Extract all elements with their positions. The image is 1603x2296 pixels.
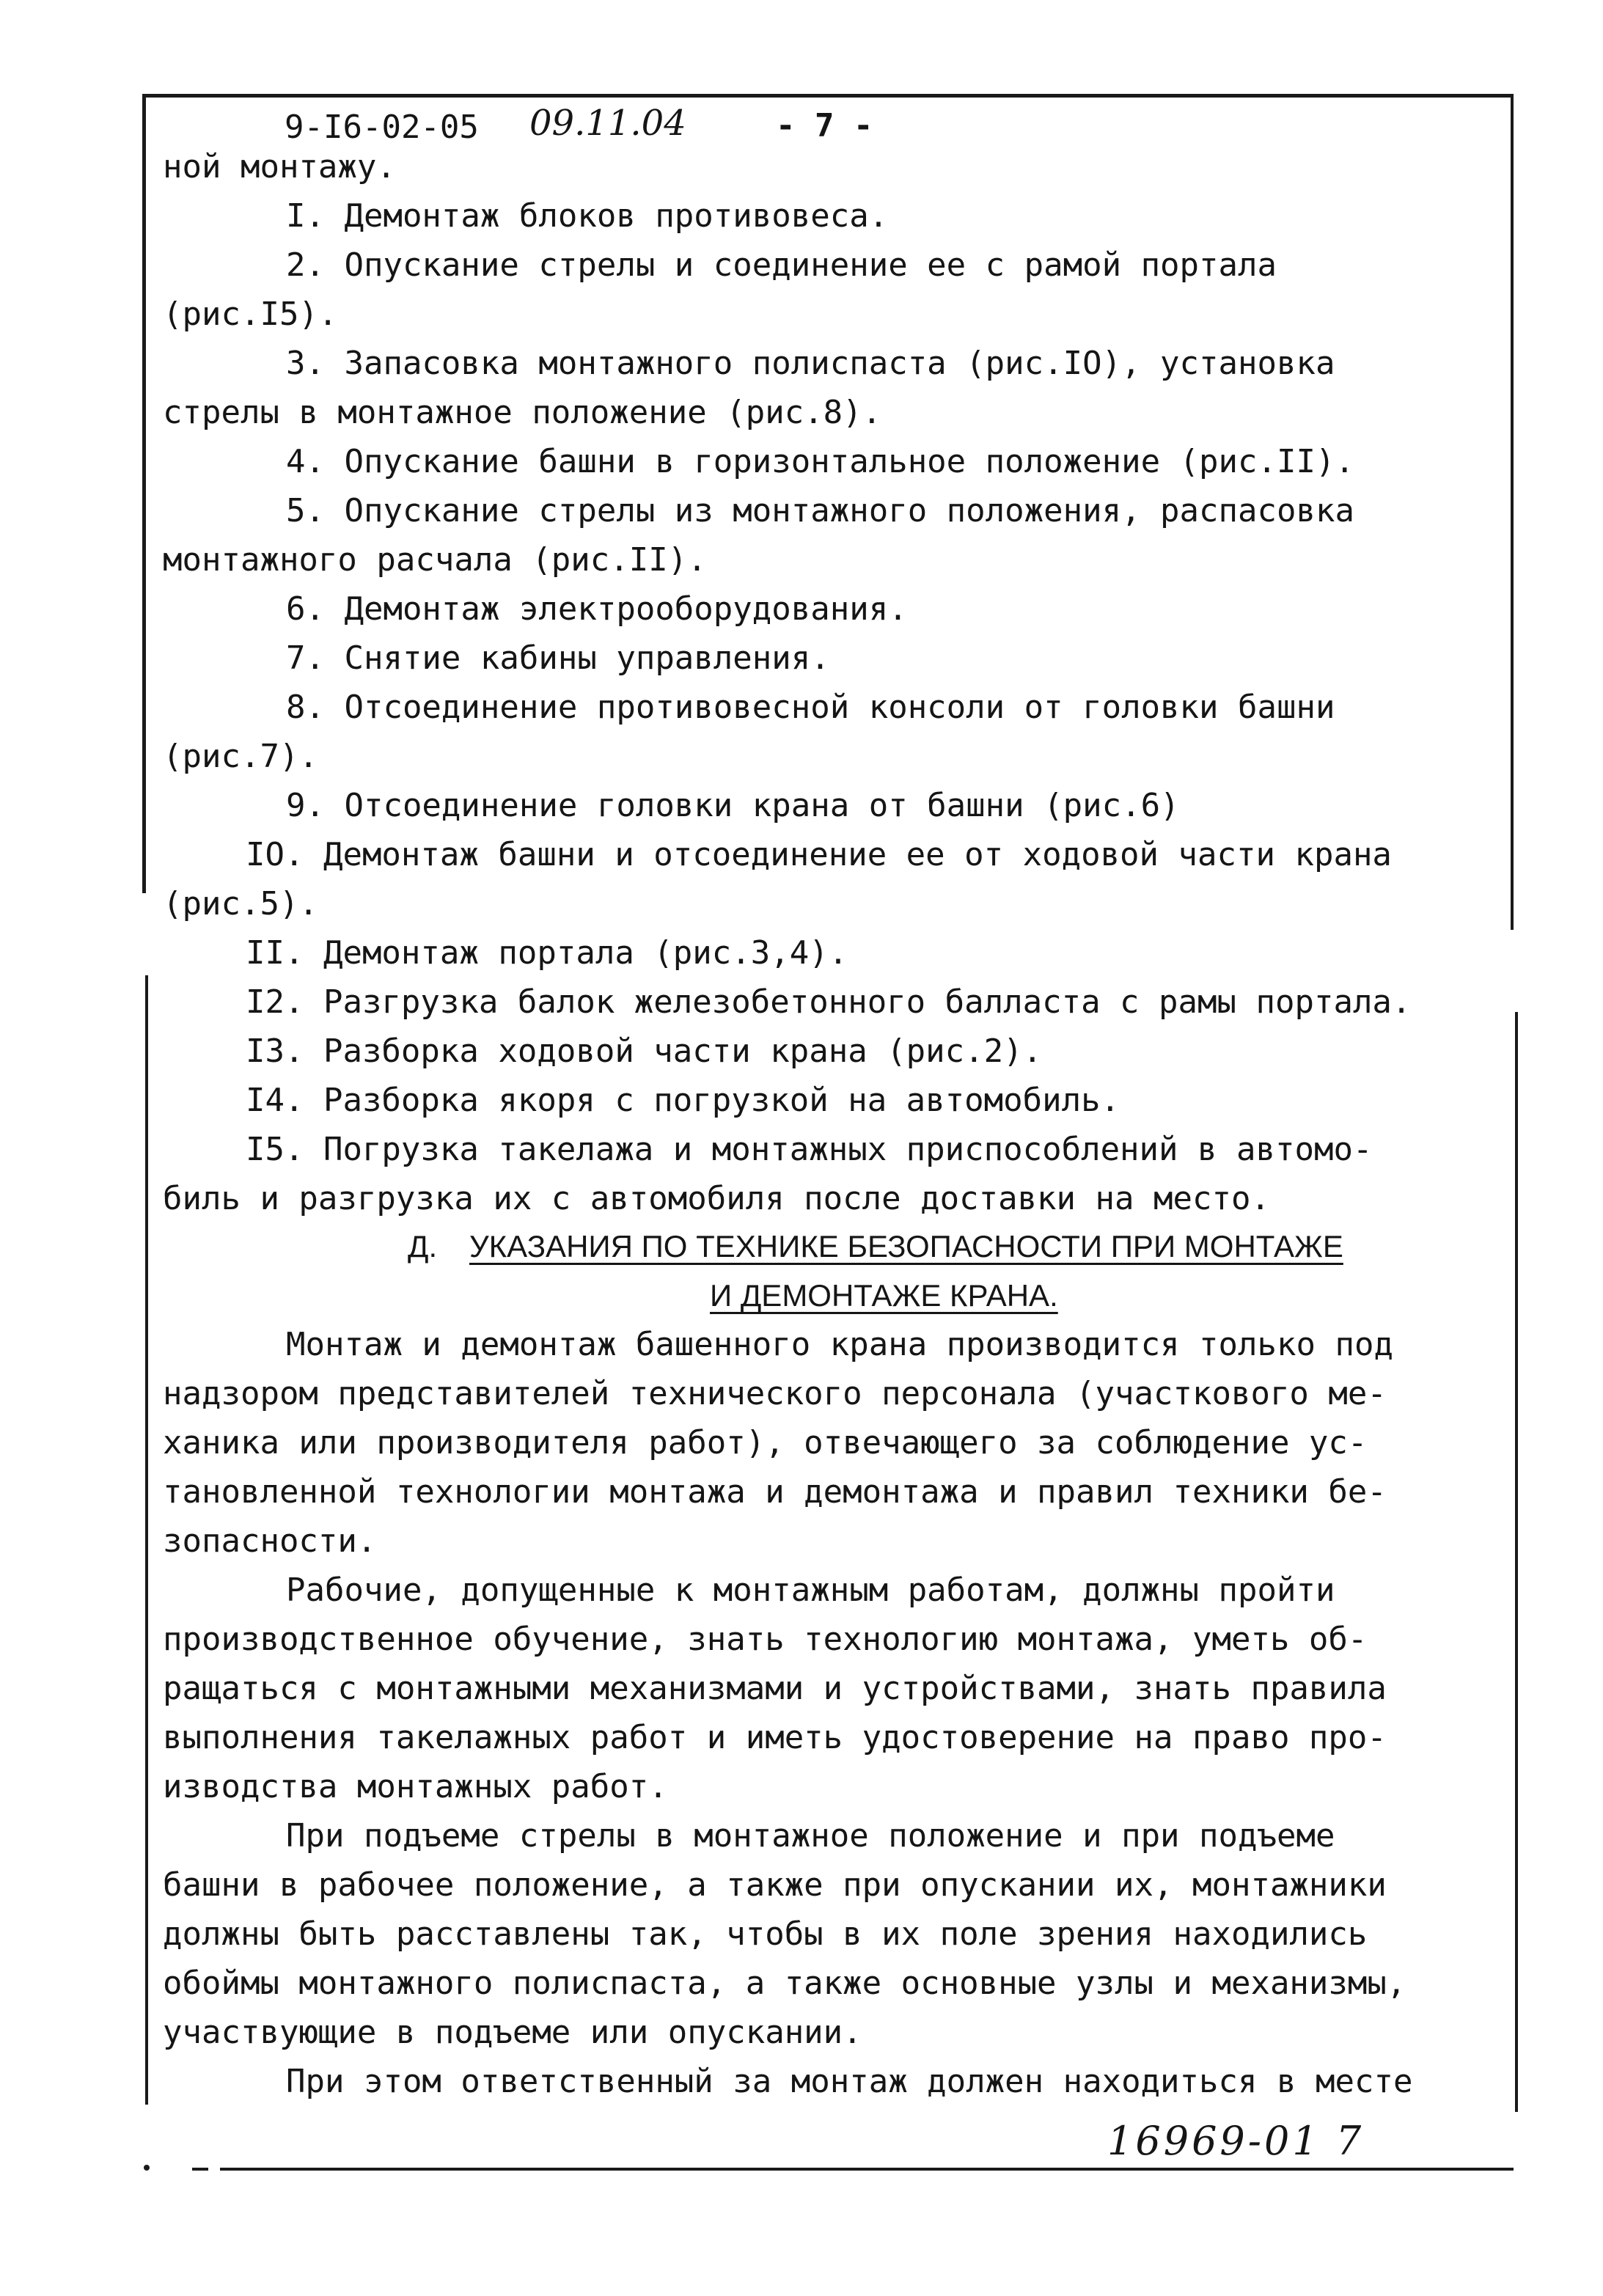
section-title-line1: УКАЗАНИЯ ПО ТЕХНИКЕ БЕЗОПАСНОСТИ ПРИ МОНТАЖЕ <box>469 1229 1343 1263</box>
text-line: монтажного расчала (рис.II). <box>163 541 707 579</box>
text-line: стрелы в монтажное положение (рис.8). <box>163 394 882 431</box>
margin-dash <box>192 2168 208 2171</box>
list-item: 7. Снятие кабины управления. <box>286 639 830 677</box>
frame-bottom-rule <box>220 2168 1514 2171</box>
frame-left-rule <box>142 94 146 893</box>
list-item: 5. Опускание стрелы из монтажного положения, распасовка <box>286 492 1354 529</box>
section-letter: Д. <box>408 1229 438 1263</box>
list-item: I4. Разборка якоря с погрузкой на автомобиль. <box>246 1082 1120 1119</box>
text-line: (рис.I5). <box>163 296 338 333</box>
section-title-line2: И ДЕМОНТАЖЕ КРАНА. <box>710 1278 1058 1313</box>
paragraph-line: обоймы монтажного полиспаста, а также основные узлы и механизмы, <box>163 1965 1406 2002</box>
list-item: I. Демонтаж блоков противовеса. <box>286 197 889 235</box>
paragraph-line: Монтаж и демонтаж башенного крана производится только под <box>286 1326 1393 1363</box>
paragraph-line: производственное обучение, знать технологию монтажа, уметь об- <box>163 1621 1368 1658</box>
list-item: 4. Опускание башни в горизонтальное положение (рис.II). <box>286 443 1354 480</box>
page-number: - 7 - <box>776 107 873 144</box>
text-line: (рис.7). <box>163 738 318 775</box>
paragraph-line: При этом ответственный за монтаж должен находиться в месте <box>286 2063 1413 2100</box>
text-line: ной монтажу. <box>163 148 396 186</box>
list-item: I3. Разборка ходовой части крана (рис.2). <box>246 1033 1043 1070</box>
list-item: 9. Отсоединение головки крана от башни (рис.6) <box>286 787 1180 824</box>
document-code: 9-I6-02-05 <box>285 109 479 146</box>
list-item: 3. Запасовка монтажного полиспаста (рис.IO), установка <box>286 345 1335 382</box>
paragraph-line: Рабочие, допущенные к монтажным работам, должны пройти <box>286 1571 1335 1609</box>
paragraph-line: выполнения такелажных работ и иметь удостоверение на право про- <box>163 1719 1387 1756</box>
margin-dot <box>144 2165 150 2171</box>
section-title-line1-wrap <box>469 1229 1343 1264</box>
paragraph-line: изводства монтажных работ. <box>163 1768 668 1805</box>
section-title-line2-wrap <box>710 1278 1058 1313</box>
handwritten-date: 09.11.04 <box>529 103 686 144</box>
handwritten-sheet-number: 16969-01 7 <box>1107 2118 1365 2164</box>
list-item: IO. Демонтаж башни и отсоединение ее от ходовой части крана <box>246 836 1392 873</box>
paragraph-line: При подъеме стрелы в монтажное положение и при подъеме <box>286 1817 1335 1855</box>
list-item: 8. Отсоединение противовесной консоли от головки башни <box>286 689 1335 726</box>
text-line: биль и разгрузка их с автомобиля после доставки на место. <box>163 1180 1270 1217</box>
text-line: (рис.5). <box>163 885 318 923</box>
list-item: I5. Погрузка такелажа и монтажных приспособлений в автомо- <box>246 1131 1373 1168</box>
list-item: 6. Демонтаж электрооборудования. <box>286 590 908 628</box>
paragraph-line: тановленной технологии монтажа и демонтажа и правил техники бе- <box>163 1473 1387 1511</box>
frame-top-rule <box>142 94 1514 98</box>
paragraph-line: башни в рабочее положение, а также при опускании их, монтажники <box>163 1866 1387 1904</box>
paragraph-line: ханика или производителя работ), отвечающего за соблюдение ус- <box>163 1424 1368 1461</box>
paragraph-line: участвующие в подъеме или опускании. <box>163 2014 862 2051</box>
list-item: II. Демонтаж портала (рис.3,4). <box>246 934 848 972</box>
paragraph-line: зопасности. <box>163 1522 377 1560</box>
list-item: 2. Опускание стрелы и соединение ее с рамой портала <box>286 246 1277 284</box>
paragraph-line: должны быть расставлены так, чтобы в их поле зрения находились <box>163 1915 1368 1953</box>
frame-right-rule-lower <box>1515 1012 1518 2112</box>
frame-left-rule-lower <box>145 975 148 2105</box>
frame-right-rule <box>1511 94 1514 930</box>
list-item: I2. Разгрузка балок железобетонного балласта с рамы портала. <box>246 983 1412 1021</box>
paragraph-line: надзором представителей технического персонала (участкового ме- <box>163 1375 1387 1412</box>
paragraph-line: ращаться с монтажными механизмами и устройствами, знать правила <box>163 1670 1387 1707</box>
